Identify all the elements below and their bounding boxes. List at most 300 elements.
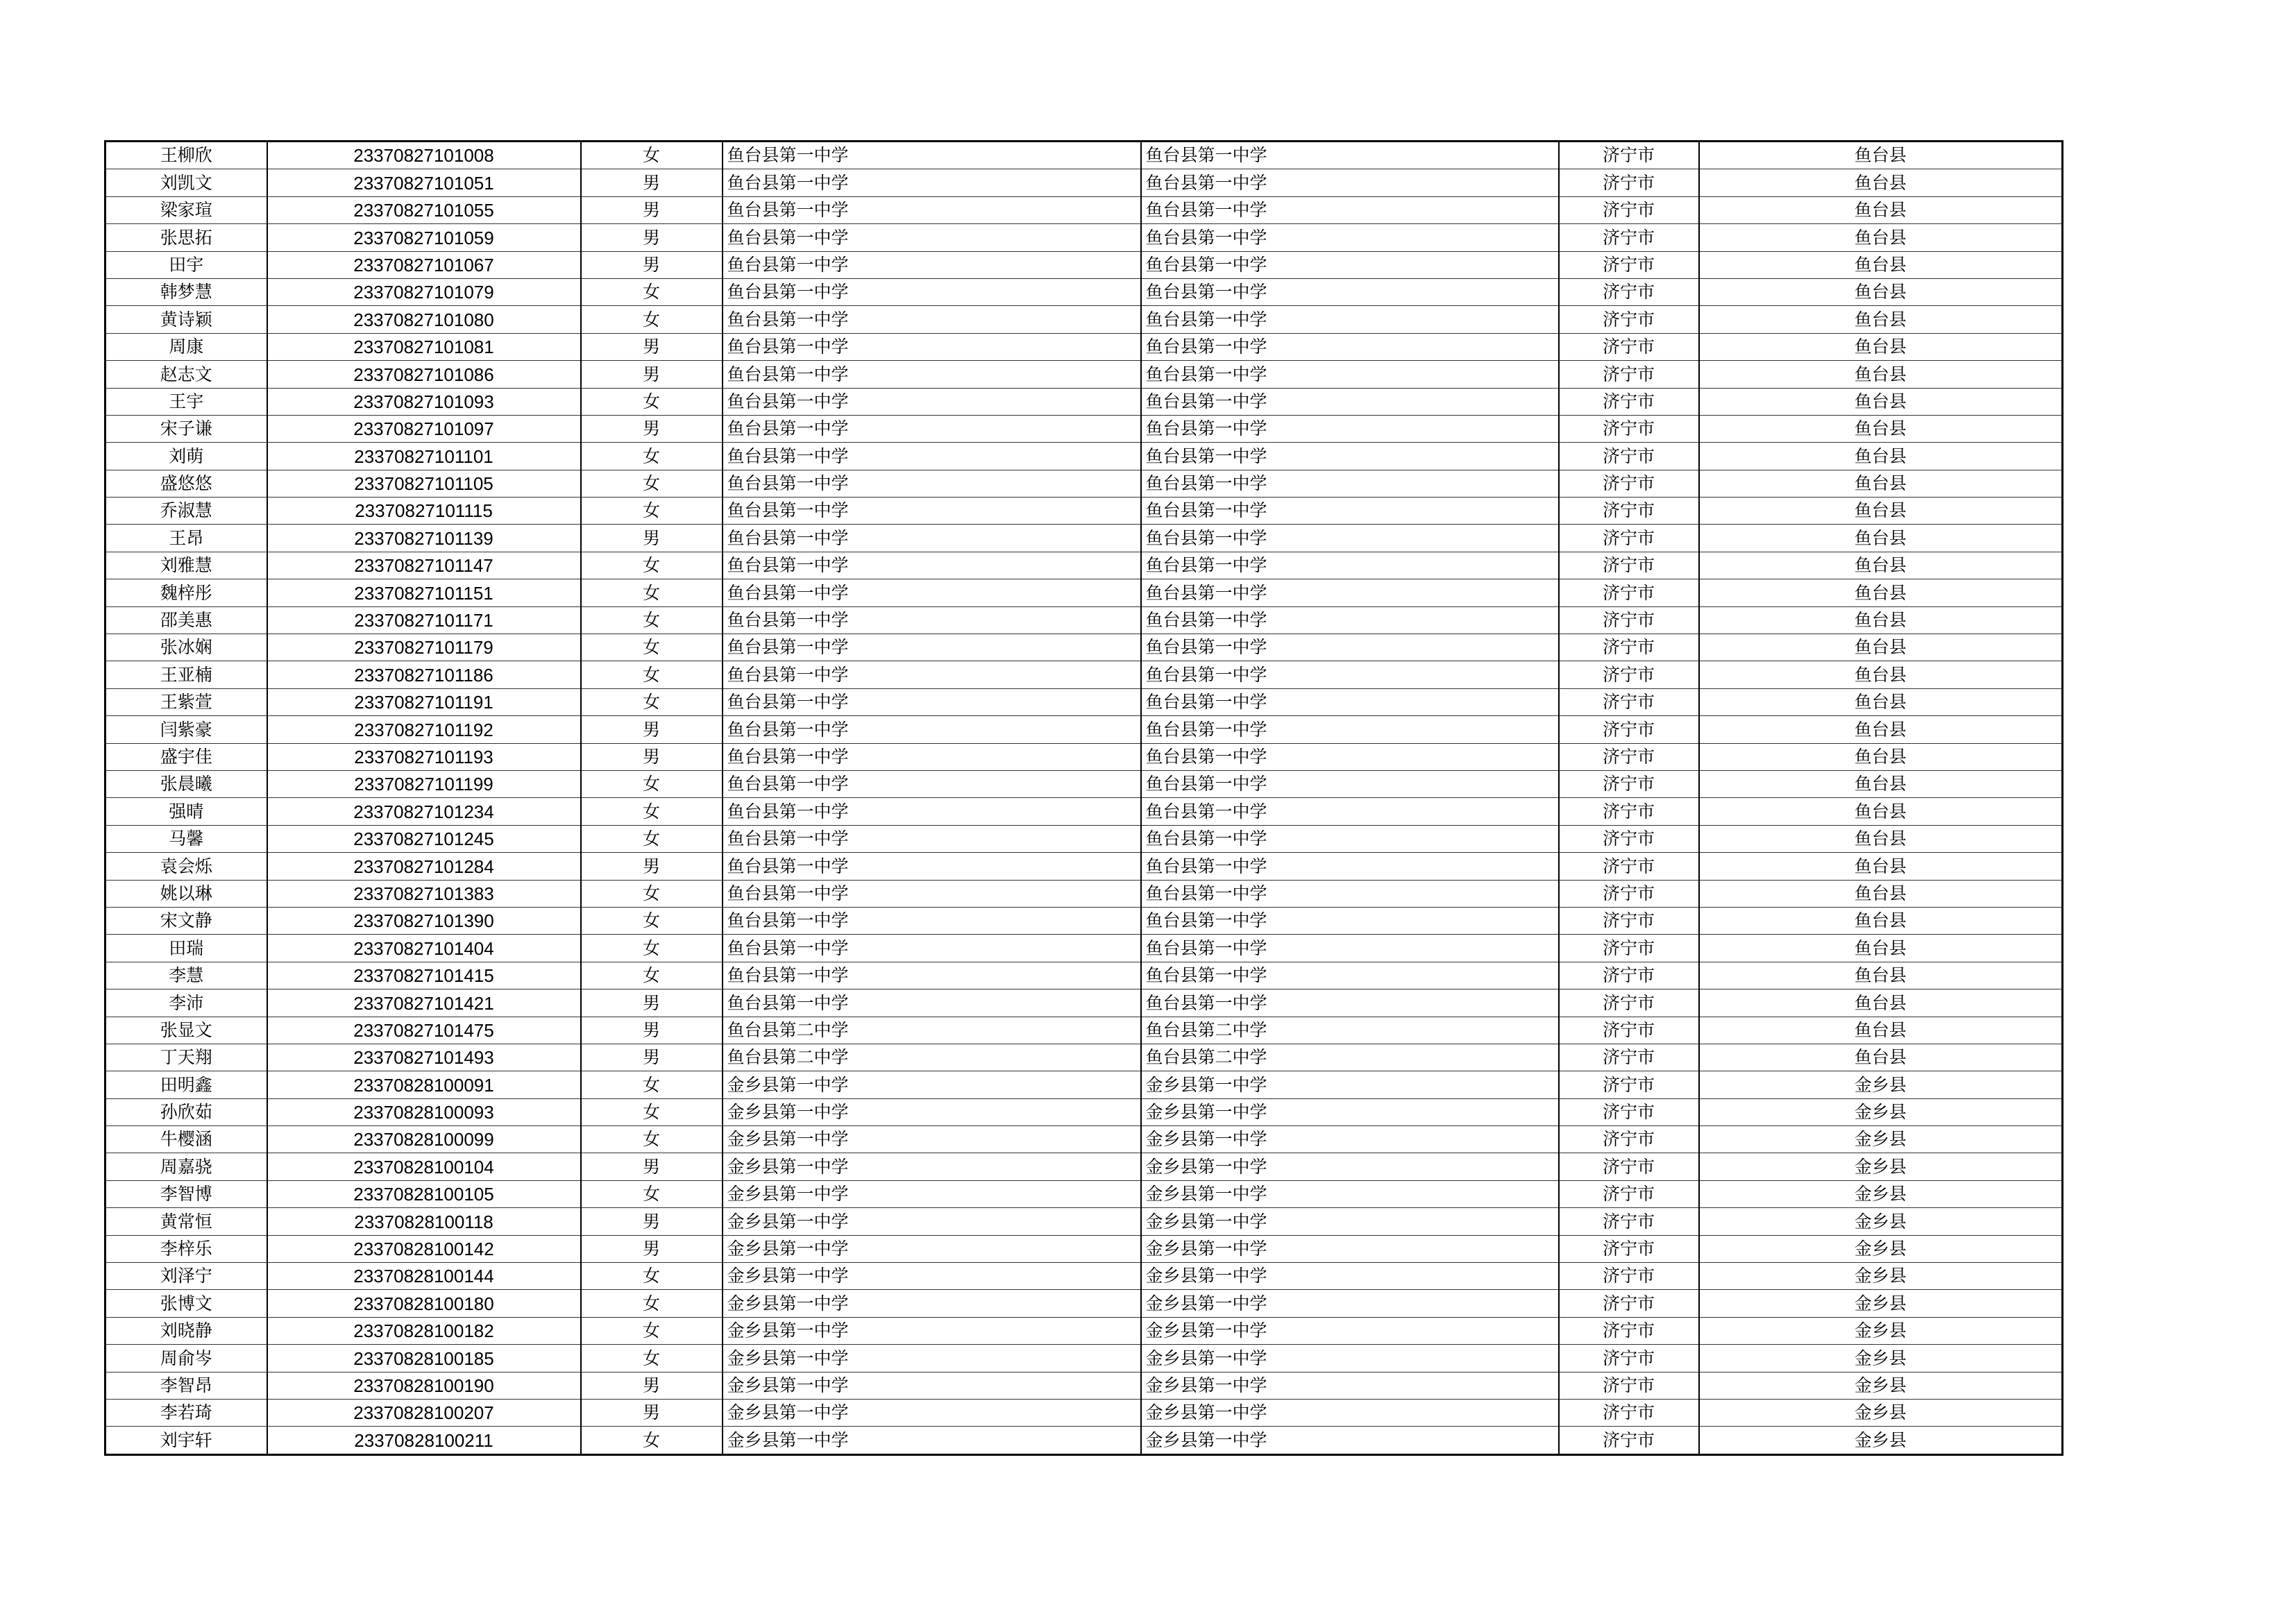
school-cell: 金乡县第一中学 xyxy=(723,1126,1141,1153)
graduating-school-cell: 鱼台县第一中学 xyxy=(1141,935,1559,962)
exam-id-cell: 23370827101151 xyxy=(267,579,581,606)
table-row xyxy=(105,1235,2063,1262)
school-cell: 金乡县第一中学 xyxy=(723,1317,1141,1344)
exam-id-cell: 23370827101115 xyxy=(267,498,581,525)
table-row xyxy=(105,907,2063,934)
student-name-cell: 宋文静 xyxy=(105,907,267,934)
school-cell: 金乡县第一中学 xyxy=(723,1153,1141,1180)
city-cell: 济宁市 xyxy=(1559,333,1699,360)
table-row xyxy=(105,1126,2063,1153)
exam-id-cell: 23370827101493 xyxy=(267,1044,581,1071)
county-cell: 鱼台县 xyxy=(1699,935,2063,962)
school-cell: 鱼台县第一中学 xyxy=(723,251,1141,278)
table-row xyxy=(105,224,2063,251)
table-row xyxy=(105,798,2063,825)
city-cell: 济宁市 xyxy=(1559,579,1699,606)
gender-cell: 女 xyxy=(581,278,723,305)
table-row xyxy=(105,361,2063,388)
city-cell: 济宁市 xyxy=(1559,962,1699,989)
gender-cell: 女 xyxy=(581,1071,723,1098)
exam-id-cell: 23370827101404 xyxy=(267,935,581,962)
gender-cell: 女 xyxy=(581,142,723,169)
city-cell: 济宁市 xyxy=(1559,470,1699,497)
table-row xyxy=(105,1372,2063,1399)
student-name-cell: 张显文 xyxy=(105,1017,267,1044)
student-name-cell: 张思拓 xyxy=(105,224,267,251)
gender-cell: 男 xyxy=(581,169,723,196)
school-cell: 金乡县第一中学 xyxy=(723,1180,1141,1207)
gender-cell: 女 xyxy=(581,1290,723,1317)
graduating-school-cell: 鱼台县第一中学 xyxy=(1141,552,1559,579)
school-cell: 鱼台县第一中学 xyxy=(723,333,1141,360)
gender-cell: 女 xyxy=(581,962,723,989)
gender-cell: 女 xyxy=(581,1317,723,1344)
city-cell: 济宁市 xyxy=(1559,361,1699,388)
table-row xyxy=(105,443,2063,470)
county-cell: 鱼台县 xyxy=(1699,142,2063,169)
table-row xyxy=(105,1017,2063,1044)
county-cell: 鱼台县 xyxy=(1699,825,2063,852)
graduating-school-cell: 鱼台县第一中学 xyxy=(1141,743,1559,770)
city-cell: 济宁市 xyxy=(1559,798,1699,825)
city-cell: 济宁市 xyxy=(1559,278,1699,305)
city-cell: 济宁市 xyxy=(1559,1044,1699,1071)
graduating-school-cell: 鱼台县第一中学 xyxy=(1141,606,1559,634)
county-cell: 金乡县 xyxy=(1699,1399,2063,1426)
exam-id-cell: 23370828100093 xyxy=(267,1098,581,1125)
city-cell: 济宁市 xyxy=(1559,1263,1699,1290)
graduating-school-cell: 金乡县第一中学 xyxy=(1141,1317,1559,1344)
school-cell: 鱼台县第二中学 xyxy=(723,1044,1141,1071)
school-cell: 鱼台县第一中学 xyxy=(723,498,1141,525)
city-cell: 济宁市 xyxy=(1559,935,1699,962)
school-cell: 鱼台县第一中学 xyxy=(723,169,1141,196)
table-row xyxy=(105,989,2063,1017)
table-row xyxy=(105,716,2063,743)
exam-id-cell: 23370828100105 xyxy=(267,1180,581,1207)
student-name-cell: 李慧 xyxy=(105,962,267,989)
school-cell: 鱼台县第一中学 xyxy=(723,770,1141,797)
county-cell: 金乡县 xyxy=(1699,1427,2063,1454)
student-name-cell: 姚以琳 xyxy=(105,880,267,907)
city-cell: 济宁市 xyxy=(1559,142,1699,169)
graduating-school-cell: 鱼台县第一中学 xyxy=(1141,224,1559,251)
student-name-cell: 马馨 xyxy=(105,825,267,852)
table-row xyxy=(105,935,2063,962)
school-cell: 鱼台县第一中学 xyxy=(723,853,1141,880)
table-row xyxy=(105,1399,2063,1426)
gender-cell: 女 xyxy=(581,498,723,525)
graduating-school-cell: 鱼台县第一中学 xyxy=(1141,169,1559,196)
exam-id-cell: 23370827101192 xyxy=(267,716,581,743)
county-cell: 金乡县 xyxy=(1699,1290,2063,1317)
school-cell: 鱼台县第一中学 xyxy=(723,743,1141,770)
school-cell: 金乡县第一中学 xyxy=(723,1427,1141,1454)
student-name-cell: 王柳欣 xyxy=(105,142,267,169)
city-cell: 济宁市 xyxy=(1559,169,1699,196)
exam-id-cell: 23370828100104 xyxy=(267,1153,581,1180)
school-cell: 金乡县第一中学 xyxy=(723,1399,1141,1426)
table-row xyxy=(105,962,2063,989)
city-cell: 济宁市 xyxy=(1559,1427,1699,1454)
county-cell: 鱼台县 xyxy=(1699,716,2063,743)
school-cell: 鱼台县第一中学 xyxy=(723,634,1141,661)
graduating-school-cell: 金乡县第一中学 xyxy=(1141,1153,1559,1180)
county-cell: 鱼台县 xyxy=(1699,224,2063,251)
city-cell: 济宁市 xyxy=(1559,1345,1699,1372)
school-cell: 鱼台县第一中学 xyxy=(723,306,1141,333)
student-name-cell: 李沛 xyxy=(105,989,267,1017)
city-cell: 济宁市 xyxy=(1559,1208,1699,1235)
school-cell: 鱼台县第一中学 xyxy=(723,579,1141,606)
school-cell: 鱼台县第一中学 xyxy=(723,443,1141,470)
county-cell: 鱼台县 xyxy=(1699,1017,2063,1044)
table-row xyxy=(105,579,2063,606)
exam-id-cell: 23370827101008 xyxy=(267,142,581,169)
school-cell: 金乡县第一中学 xyxy=(723,1235,1141,1262)
exam-id-cell: 23370827101390 xyxy=(267,907,581,934)
exam-id-cell: 23370827101383 xyxy=(267,880,581,907)
student-name-cell: 黄常恒 xyxy=(105,1208,267,1235)
school-cell: 金乡县第一中学 xyxy=(723,1290,1141,1317)
school-cell: 鱼台县第一中学 xyxy=(723,825,1141,852)
city-cell: 济宁市 xyxy=(1559,880,1699,907)
city-cell: 济宁市 xyxy=(1559,388,1699,415)
county-cell: 鱼台县 xyxy=(1699,989,2063,1017)
student-name-cell: 黄诗颖 xyxy=(105,306,267,333)
table-row xyxy=(105,552,2063,579)
gender-cell: 男 xyxy=(581,1017,723,1044)
exam-id-cell: 23370827101234 xyxy=(267,798,581,825)
exam-id-cell: 23370828100099 xyxy=(267,1126,581,1153)
county-cell: 鱼台县 xyxy=(1699,443,2063,470)
graduating-school-cell: 鱼台县第一中学 xyxy=(1141,498,1559,525)
school-cell: 金乡县第一中学 xyxy=(723,1372,1141,1399)
city-cell: 济宁市 xyxy=(1559,1399,1699,1426)
student-name-cell: 王紫萱 xyxy=(105,688,267,715)
student-name-cell: 刘泽宁 xyxy=(105,1263,267,1290)
county-cell: 鱼台县 xyxy=(1699,798,2063,825)
table-row xyxy=(105,278,2063,305)
student-name-cell: 闫紫豪 xyxy=(105,716,267,743)
exam-id-cell: 23370828100190 xyxy=(267,1372,581,1399)
school-cell: 鱼台县第一中学 xyxy=(723,415,1141,442)
county-cell: 鱼台县 xyxy=(1699,907,2063,934)
city-cell: 济宁市 xyxy=(1559,825,1699,852)
gender-cell: 男 xyxy=(581,415,723,442)
table-row xyxy=(105,1071,2063,1098)
graduating-school-cell: 金乡县第一中学 xyxy=(1141,1098,1559,1125)
student-name-cell: 刘凯文 xyxy=(105,169,267,196)
student-name-cell: 王亚楠 xyxy=(105,661,267,688)
school-cell: 鱼台县第一中学 xyxy=(723,880,1141,907)
graduating-school-cell: 鱼台县第一中学 xyxy=(1141,470,1559,497)
exam-id-cell: 23370828100180 xyxy=(267,1290,581,1317)
gender-cell: 女 xyxy=(581,443,723,470)
city-cell: 济宁市 xyxy=(1559,498,1699,525)
school-cell: 鱼台县第一中学 xyxy=(723,661,1141,688)
city-cell: 济宁市 xyxy=(1559,716,1699,743)
gender-cell: 女 xyxy=(581,579,723,606)
exam-id-cell: 23370827101415 xyxy=(267,962,581,989)
gender-cell: 女 xyxy=(581,935,723,962)
city-cell: 济宁市 xyxy=(1559,443,1699,470)
graduating-school-cell: 鱼台县第一中学 xyxy=(1141,361,1559,388)
school-cell: 金乡县第一中学 xyxy=(723,1208,1141,1235)
school-cell: 鱼台县第一中学 xyxy=(723,224,1141,251)
gender-cell: 男 xyxy=(581,1372,723,1399)
table-row xyxy=(105,1290,2063,1317)
graduating-school-cell: 鱼台县第一中学 xyxy=(1141,770,1559,797)
school-cell: 金乡县第一中学 xyxy=(723,1263,1141,1290)
exam-id-cell: 23370827101080 xyxy=(267,306,581,333)
county-cell: 鱼台县 xyxy=(1699,196,2063,223)
city-cell: 济宁市 xyxy=(1559,1372,1699,1399)
student-name-cell: 刘宇轩 xyxy=(105,1427,267,1454)
table-row xyxy=(105,1263,2063,1290)
city-cell: 济宁市 xyxy=(1559,1235,1699,1262)
student-name-cell: 赵志文 xyxy=(105,361,267,388)
exam-id-cell: 23370827101179 xyxy=(267,634,581,661)
exam-id-cell: 23370828100182 xyxy=(267,1317,581,1344)
graduating-school-cell: 鱼台县第一中学 xyxy=(1141,634,1559,661)
graduating-school-cell: 鱼台县第一中学 xyxy=(1141,579,1559,606)
school-cell: 鱼台县第二中学 xyxy=(723,1017,1141,1044)
graduating-school-cell: 鱼台县第一中学 xyxy=(1141,306,1559,333)
county-cell: 鱼台县 xyxy=(1699,552,2063,579)
student-name-cell: 刘晓静 xyxy=(105,1317,267,1344)
gender-cell: 男 xyxy=(581,1235,723,1262)
school-cell: 鱼台县第一中学 xyxy=(723,525,1141,552)
table-row xyxy=(105,853,2063,880)
graduating-school-cell: 金乡县第一中学 xyxy=(1141,1208,1559,1235)
graduating-school-cell: 鱼台县第二中学 xyxy=(1141,1044,1559,1071)
student-name-cell: 牛樱涵 xyxy=(105,1126,267,1153)
graduating-school-cell: 鱼台县第一中学 xyxy=(1141,989,1559,1017)
graduating-school-cell: 鱼台县第一中学 xyxy=(1141,907,1559,934)
school-cell: 鱼台县第一中学 xyxy=(723,716,1141,743)
county-cell: 鱼台县 xyxy=(1699,743,2063,770)
student-name-cell: 刘雅慧 xyxy=(105,552,267,579)
exam-id-cell: 23370828100142 xyxy=(267,1235,581,1262)
table-row xyxy=(105,1345,2063,1372)
graduating-school-cell: 金乡县第一中学 xyxy=(1141,1399,1559,1426)
student-name-cell: 周康 xyxy=(105,333,267,360)
exam-id-cell: 23370827101081 xyxy=(267,333,581,360)
gender-cell: 女 xyxy=(581,470,723,497)
county-cell: 金乡县 xyxy=(1699,1098,2063,1125)
city-cell: 济宁市 xyxy=(1559,224,1699,251)
table-row xyxy=(105,415,2063,442)
table-row xyxy=(105,251,2063,278)
table-row xyxy=(105,825,2063,852)
county-cell: 金乡县 xyxy=(1699,1071,2063,1098)
graduating-school-cell: 金乡县第一中学 xyxy=(1141,1290,1559,1317)
graduating-school-cell: 鱼台县第一中学 xyxy=(1141,415,1559,442)
table-row xyxy=(105,388,2063,415)
roster-rows xyxy=(105,142,2063,1455)
gender-cell: 女 xyxy=(581,552,723,579)
county-cell: 鱼台县 xyxy=(1699,770,2063,797)
graduating-school-cell: 金乡县第一中学 xyxy=(1141,1180,1559,1207)
county-cell: 鱼台县 xyxy=(1699,688,2063,715)
exam-id-cell: 23370828100211 xyxy=(267,1427,581,1454)
county-cell: 鱼台县 xyxy=(1699,498,2063,525)
table-row xyxy=(105,525,2063,552)
exam-id-cell: 23370827101051 xyxy=(267,169,581,196)
graduating-school-cell: 鱼台县第一中学 xyxy=(1141,333,1559,360)
gender-cell: 女 xyxy=(581,1427,723,1454)
graduating-school-cell: 鱼台县第二中学 xyxy=(1141,1017,1559,1044)
school-cell: 鱼台县第一中学 xyxy=(723,278,1141,305)
table-row xyxy=(105,333,2063,360)
city-cell: 济宁市 xyxy=(1559,525,1699,552)
exam-id-cell: 23370828100144 xyxy=(267,1263,581,1290)
city-cell: 济宁市 xyxy=(1559,606,1699,634)
gender-cell: 男 xyxy=(581,1208,723,1235)
county-cell: 鱼台县 xyxy=(1699,278,2063,305)
graduating-school-cell: 鱼台县第一中学 xyxy=(1141,661,1559,688)
exam-id-cell: 23370827101079 xyxy=(267,278,581,305)
county-cell: 鱼台县 xyxy=(1699,853,2063,880)
student-name-cell: 田瑞 xyxy=(105,935,267,962)
school-cell: 金乡县第一中学 xyxy=(723,1345,1141,1372)
graduating-school-cell: 金乡县第一中学 xyxy=(1141,1263,1559,1290)
graduating-school-cell: 鱼台县第一中学 xyxy=(1141,525,1559,552)
city-cell: 济宁市 xyxy=(1559,1126,1699,1153)
county-cell: 金乡县 xyxy=(1699,1345,2063,1372)
county-cell: 鱼台县 xyxy=(1699,579,2063,606)
graduating-school-cell: 鱼台县第一中学 xyxy=(1141,962,1559,989)
table-row xyxy=(105,470,2063,497)
school-cell: 鱼台县第一中学 xyxy=(723,798,1141,825)
student-name-cell: 盛悠悠 xyxy=(105,470,267,497)
gender-cell: 女 xyxy=(581,1098,723,1125)
table-row xyxy=(105,1317,2063,1344)
city-cell: 济宁市 xyxy=(1559,853,1699,880)
graduating-school-cell: 鱼台县第一中学 xyxy=(1141,388,1559,415)
gender-cell: 男 xyxy=(581,989,723,1017)
table-row xyxy=(105,880,2063,907)
student-name-cell: 魏梓彤 xyxy=(105,579,267,606)
gender-cell: 女 xyxy=(581,634,723,661)
student-name-cell: 韩梦慧 xyxy=(105,278,267,305)
student-name-cell: 周俞岑 xyxy=(105,1345,267,1372)
table-row xyxy=(105,498,2063,525)
gender-cell: 女 xyxy=(581,1180,723,1207)
city-cell: 济宁市 xyxy=(1559,1098,1699,1125)
county-cell: 鱼台县 xyxy=(1699,661,2063,688)
graduating-school-cell: 金乡县第一中学 xyxy=(1141,1126,1559,1153)
graduating-school-cell: 鱼台县第一中学 xyxy=(1141,278,1559,305)
city-cell: 济宁市 xyxy=(1559,634,1699,661)
gender-cell: 男 xyxy=(581,716,723,743)
graduating-school-cell: 鱼台县第一中学 xyxy=(1141,443,1559,470)
graduating-school-cell: 金乡县第一中学 xyxy=(1141,1427,1559,1454)
city-cell: 济宁市 xyxy=(1559,196,1699,223)
county-cell: 金乡县 xyxy=(1699,1317,2063,1344)
county-cell: 鱼台县 xyxy=(1699,470,2063,497)
table-row xyxy=(105,1153,2063,1180)
gender-cell: 女 xyxy=(581,1345,723,1372)
student-name-cell: 李梓乐 xyxy=(105,1235,267,1262)
exam-id-cell: 23370827101059 xyxy=(267,224,581,251)
exam-id-cell: 23370827101055 xyxy=(267,196,581,223)
student-name-cell: 乔淑慧 xyxy=(105,498,267,525)
gender-cell: 女 xyxy=(581,1263,723,1290)
table-row xyxy=(105,306,2063,333)
gender-cell: 女 xyxy=(581,798,723,825)
county-cell: 金乡县 xyxy=(1699,1208,2063,1235)
gender-cell: 女 xyxy=(581,907,723,934)
gender-cell: 男 xyxy=(581,196,723,223)
county-cell: 金乡县 xyxy=(1699,1263,2063,1290)
school-cell: 鱼台县第一中学 xyxy=(723,552,1141,579)
exam-id-cell: 23370827101284 xyxy=(267,853,581,880)
graduating-school-cell: 金乡县第一中学 xyxy=(1141,1071,1559,1098)
exam-id-cell: 23370827101171 xyxy=(267,606,581,634)
table-row xyxy=(105,634,2063,661)
school-cell: 鱼台县第一中学 xyxy=(723,962,1141,989)
city-cell: 济宁市 xyxy=(1559,251,1699,278)
graduating-school-cell: 金乡县第一中学 xyxy=(1141,1345,1559,1372)
graduating-school-cell: 鱼台县第一中学 xyxy=(1141,825,1559,852)
student-name-cell: 刘萌 xyxy=(105,443,267,470)
gender-cell: 男 xyxy=(581,361,723,388)
county-cell: 金乡县 xyxy=(1699,1180,2063,1207)
county-cell: 鱼台县 xyxy=(1699,415,2063,442)
county-cell: 鱼台县 xyxy=(1699,606,2063,634)
county-cell: 金乡县 xyxy=(1699,1153,2063,1180)
exam-id-cell: 23370828100118 xyxy=(267,1208,581,1235)
school-cell: 金乡县第一中学 xyxy=(723,1098,1141,1125)
graduating-school-cell: 鱼台县第一中学 xyxy=(1141,142,1559,169)
gender-cell: 女 xyxy=(581,688,723,715)
exam-id-cell: 23370827101147 xyxy=(267,552,581,579)
city-cell: 济宁市 xyxy=(1559,989,1699,1017)
table-row xyxy=(105,770,2063,797)
graduating-school-cell: 鱼台县第一中学 xyxy=(1141,853,1559,880)
county-cell: 金乡县 xyxy=(1699,1126,2063,1153)
county-cell: 鱼台县 xyxy=(1699,361,2063,388)
exam-id-cell: 23370828100091 xyxy=(267,1071,581,1098)
city-cell: 济宁市 xyxy=(1559,1317,1699,1344)
school-cell: 鱼台县第一中学 xyxy=(723,907,1141,934)
county-cell: 鱼台县 xyxy=(1699,251,2063,278)
graduating-school-cell: 金乡县第一中学 xyxy=(1141,1235,1559,1262)
student-name-cell: 李智昂 xyxy=(105,1372,267,1399)
gender-cell: 男 xyxy=(581,251,723,278)
school-cell: 鱼台县第一中学 xyxy=(723,470,1141,497)
table-row xyxy=(105,1044,2063,1071)
table-row xyxy=(105,1098,2063,1125)
table-row xyxy=(105,688,2063,715)
city-cell: 济宁市 xyxy=(1559,415,1699,442)
school-cell: 鱼台县第一中学 xyxy=(723,688,1141,715)
exam-id-cell: 23370827101186 xyxy=(267,661,581,688)
table-row xyxy=(105,142,2063,169)
school-cell: 鱼台县第一中学 xyxy=(723,388,1141,415)
gender-cell: 男 xyxy=(581,853,723,880)
table-row xyxy=(105,169,2063,196)
exam-id-cell: 23370827101139 xyxy=(267,525,581,552)
school-cell: 鱼台县第一中学 xyxy=(723,935,1141,962)
student-name-cell: 王宇 xyxy=(105,388,267,415)
gender-cell: 男 xyxy=(581,224,723,251)
county-cell: 鱼台县 xyxy=(1699,388,2063,415)
table-row xyxy=(105,196,2063,223)
table-row xyxy=(105,661,2063,688)
